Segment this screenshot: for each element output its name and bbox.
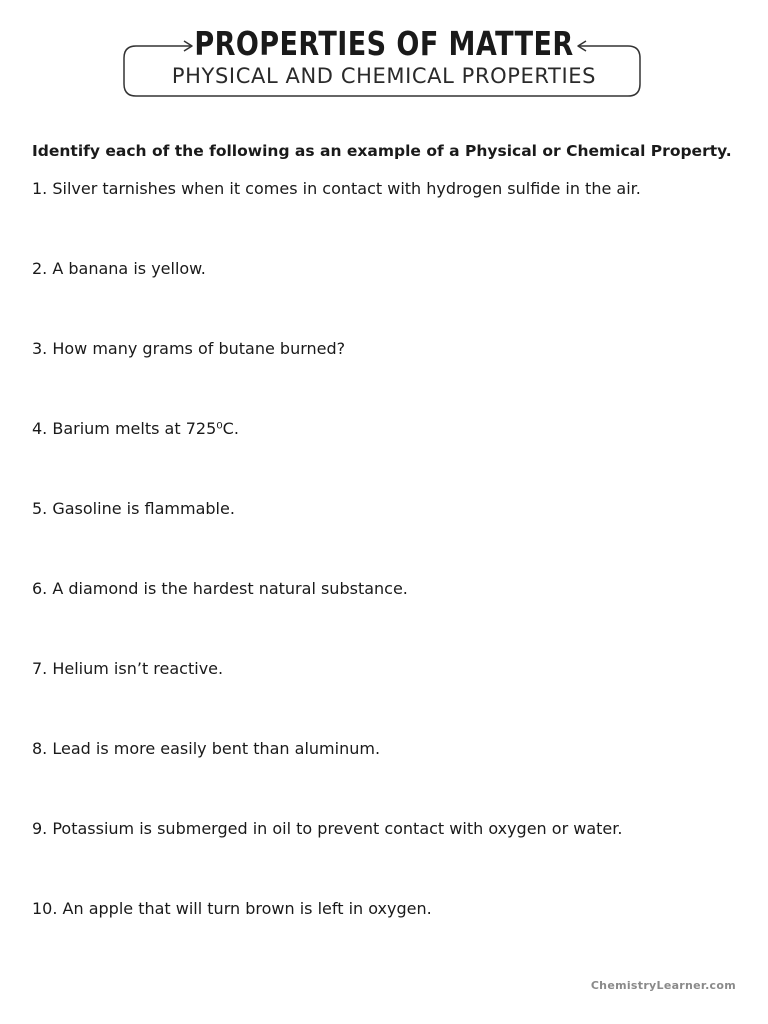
question-item: 6. A diamond is the hardest natural substance. [32,579,408,598]
question-item: 2. A banana is yellow. [32,259,206,278]
footer-brand: ChemistryLearner.com [590,979,736,992]
instruction-text: Identify each of the following as an example of a Physical or Chemical Property. [32,142,732,160]
page-title: PROPERTIES OF MATTER [194,24,574,63]
question-list [32,178,641,978]
question-item: 4. Barium melts at 725⁰C. [32,419,239,438]
question-item: 5. Gasoline is flammable. [32,499,235,518]
page-subtitle: PHYSICAL AND CHEMICAL PROPERTIES [171,64,597,88]
question-item: 3. How many grams of butane burned? [32,339,346,358]
question-item: 1. Silver tarnishes when it comes in contact with hydrogen sulfide in the air. [32,179,641,198]
question-item: 8. Lead is more easily bent than aluminum. [32,739,381,758]
question-item: 9. Potassium is submerged in oil to prevent contact with oxygen or water. [32,819,623,838]
worksheet-header [0,0,768,110]
question-item: 10. An apple that will turn brown is left in oxygen. [32,899,432,918]
question-item: 7. Helium isn’t reactive. [32,659,224,678]
